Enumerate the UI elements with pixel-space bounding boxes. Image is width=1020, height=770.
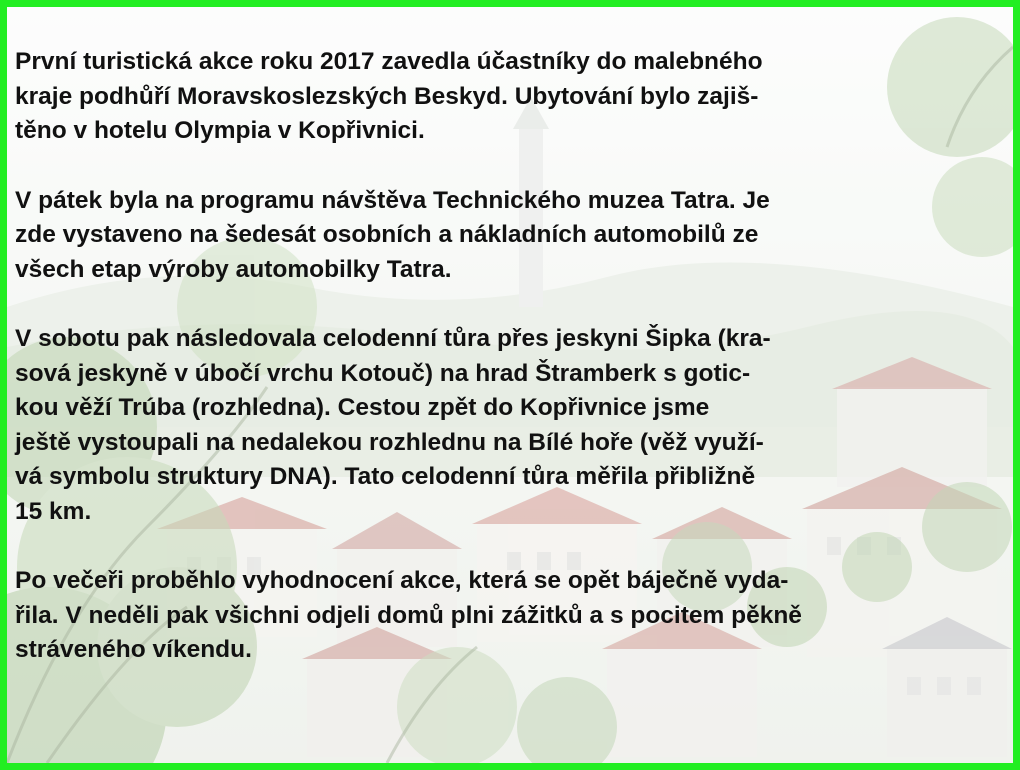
text-line: sová jeskyně v úbočí vrchu Kotouč) na hrad Štramberk s gotic-: [15, 359, 751, 387]
text-line: zde vystaveno na šedesát osobních a nákladních automobilů ze: [15, 221, 759, 248]
text-line: ještě vystoupali na nedalekou rozhlednu na Bílé hoře (věž využí-: [15, 428, 764, 456]
text-line: kraje podhůří Moravskoslezských Beskyd. Ubytování bylo zajiš-: [15, 82, 759, 110]
text-line: V pátek byla na programu návštěva Technického muzea Tatra. Je: [15, 186, 770, 214]
text-line: Po večeři proběhlo vyhodnocení akce, která se opět báječně vyda-: [15, 567, 789, 594]
text-line: řila. V neděli pak všichni odjeli domů plni zážitků a s pocitem pěkně: [15, 601, 802, 629]
text-line: V sobotu pak následovala celodenní tůra přes jeskyni Šipka (kra-: [15, 325, 771, 352]
text-line: těno v hotelu Olympia v Kopřivnici.: [15, 117, 425, 144]
text-line: První turistická akce roku 2017 zavedla účastníky do malebného: [15, 48, 763, 75]
paragraph-hike: [15, 322, 1015, 529]
article-text: [15, 45, 1015, 703]
paragraph-museum: [15, 184, 1015, 288]
paragraph-evaluation: [15, 564, 1015, 668]
text-line: všech etap výroby automobilky Tatra.: [15, 255, 452, 283]
text-line: 15 km.: [15, 497, 92, 525]
paragraph-accommodation: [15, 45, 1015, 149]
text-line: stráveného víkendu.: [15, 636, 252, 663]
text-line: kou věží Trúba (rozhledna). Cestou zpět do Kopřivnice jsme: [15, 394, 710, 421]
text-line: vá symbolu struktury DNA). Tato celodenní tůra měřila přibližně: [15, 463, 756, 490]
